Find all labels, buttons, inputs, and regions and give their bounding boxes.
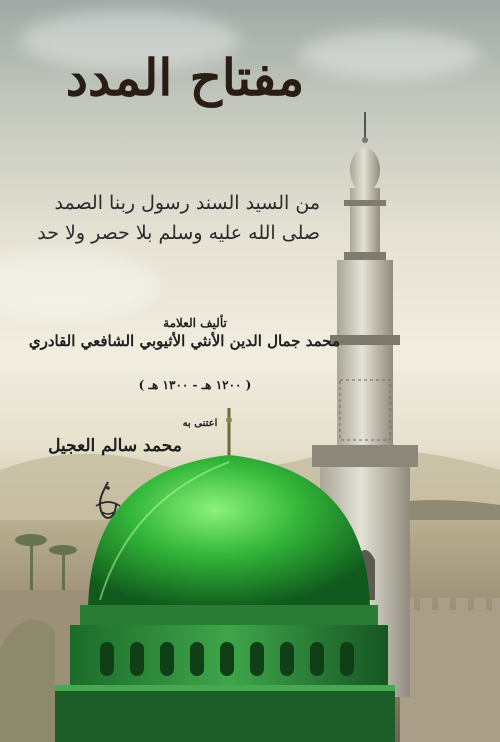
book-subtitle-line-2: صلى الله عليه وسلم بلا حصر ولا حد: [37, 222, 320, 244]
editor-label: اعتنى به: [182, 418, 218, 429]
book-subtitle-line-1: من السيد السند رسول ربنا الصمد: [54, 192, 320, 214]
editor-name: محمد سالم العجيل: [48, 436, 182, 456]
author-label: تأليف العلامة: [163, 316, 227, 330]
left-small-dome: [0, 620, 55, 742]
author-name: محمد جمال الدين الأنثي الأثيوبي الشافعي القادري: [28, 332, 340, 350]
publisher-logo-icon: [86, 478, 130, 522]
right-crenellated-wall: [400, 598, 500, 742]
author-dates: ( ١٢٠٠ هـ - ١٣٠٠ هـ ): [138, 378, 252, 392]
book-title: مفتاح المدد: [65, 48, 305, 107]
